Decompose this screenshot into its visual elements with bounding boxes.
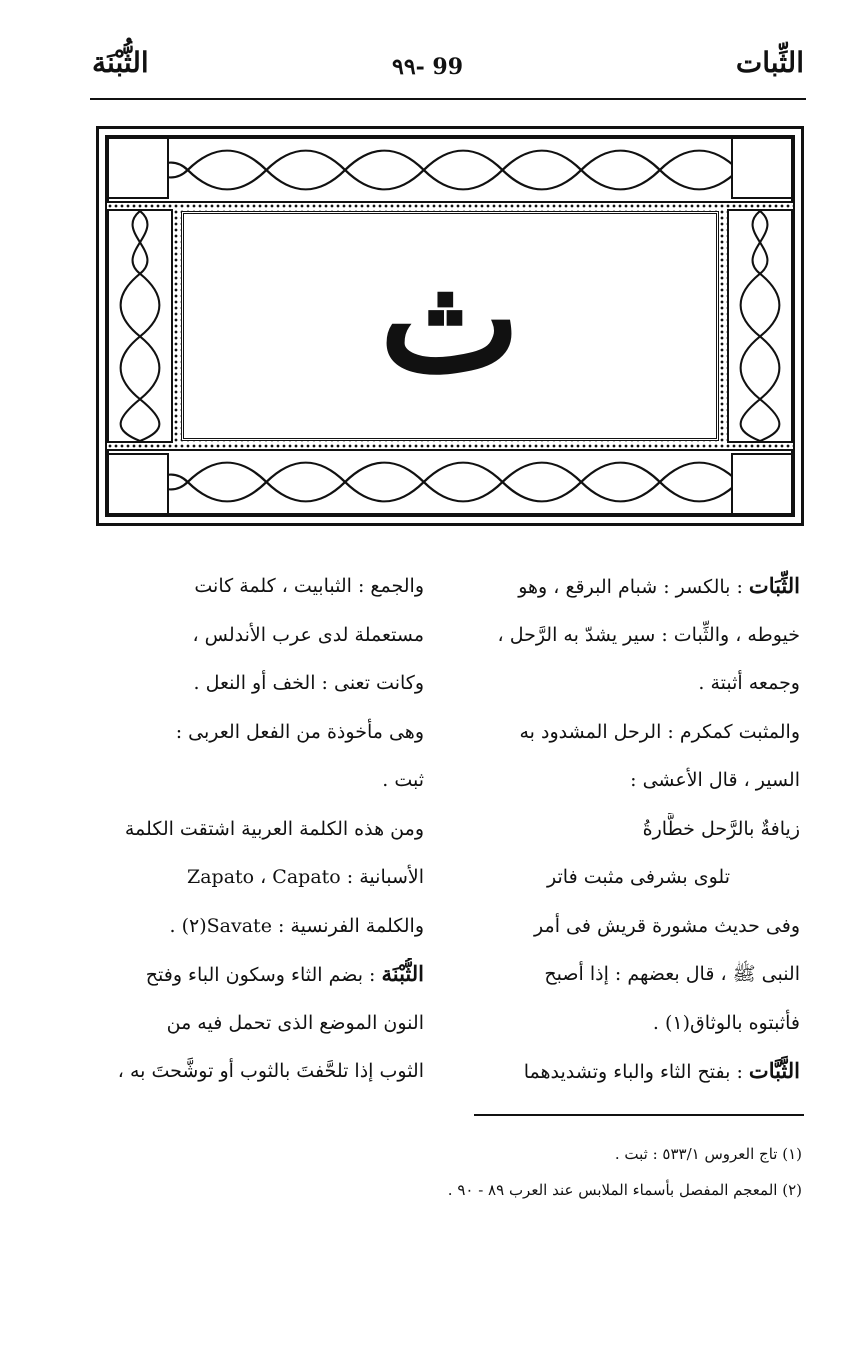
line-text: وكانت تعنى : الخف أو النعل . <box>193 672 424 694</box>
text-line <box>88 764 424 813</box>
text-line <box>448 619 800 668</box>
entry-headword: الثَّبَّات <box>748 1058 800 1083</box>
line-text: مستعملة لدى عرب الأندلس ، <box>192 623 424 646</box>
line-text: تلوى بشرفى مثبت فاتر <box>547 866 730 888</box>
ornament-corner <box>107 453 169 515</box>
line-text: خيوطه ، والثِّبات : سير يشدّ به الرَّحل ، <box>497 623 800 646</box>
entry-headword: الثُّبْنَة <box>381 961 424 986</box>
footnote: (٢) المعجم المفصل بأسماء الملابس عند العرب ٨٩ - ٩٠ . <box>447 1181 802 1199</box>
line-text: والكلمة الفرنسية : Savate(٢) . <box>169 914 424 937</box>
line-text: الثوب إذا تلحَّفتَ بالثوب أو توشَّحتَ به ، <box>117 1060 424 1082</box>
text-line <box>448 570 800 619</box>
footnotes <box>102 1136 802 1208</box>
line-text: : بضم الثاء وسكون الباء وفتح <box>145 964 382 986</box>
text-column-left <box>88 570 424 1104</box>
text-line <box>88 716 424 765</box>
text-line <box>88 910 424 959</box>
text-line <box>448 910 800 959</box>
text-line <box>88 667 424 716</box>
text-line <box>448 716 800 765</box>
section-letter: ث <box>379 231 521 407</box>
line-text: ثبت . <box>382 769 424 791</box>
text-line <box>448 861 800 910</box>
text-line <box>88 1007 424 1056</box>
ornament-band-bottom <box>107 449 793 515</box>
text-column-right <box>448 570 800 1104</box>
line-text: : بفتح الثاء والباء وتشديدهما <box>523 1061 749 1083</box>
line-text: وجمعه أثبتة . <box>698 672 800 694</box>
page-number: ٩٩- 99 <box>392 54 464 80</box>
line-text: : بالكسر : شبام البرقع ، وهو <box>518 576 749 598</box>
text-line <box>88 619 424 668</box>
text-line <box>88 861 424 910</box>
text-line <box>448 764 800 813</box>
ornament-corner <box>107 137 169 199</box>
entry-headword: الثِّبَات <box>748 573 800 598</box>
line-text: السير ، قال الأعشى : <box>630 769 800 791</box>
text-line <box>88 1055 424 1104</box>
text-line <box>448 813 800 862</box>
ornament-corner <box>731 137 793 199</box>
line-text: والمثبت كمكرم : الرحل المشدود به <box>519 720 800 743</box>
running-headword-right: الثِّبات <box>735 46 804 79</box>
line-text: النبى ﷺ ، قال بعضهم : إذا أصبح <box>544 963 800 985</box>
ornament-band-top <box>107 137 793 203</box>
line-text: الأسبانية : Zapato ، Capato <box>187 866 424 888</box>
line-text: والجمع : الثبابيت ، كلمة كانت <box>194 575 424 597</box>
text-line <box>88 958 424 1007</box>
text-line <box>448 1055 800 1104</box>
line-text: وفى حديث مشورة قريش فى أمر <box>534 914 800 937</box>
ornament-band-left <box>107 209 173 443</box>
letter-panel <box>181 211 719 441</box>
line-text: وهى مأخوذة من الفعل العربى : <box>175 720 424 743</box>
ornament-corner <box>731 453 793 515</box>
text-line <box>448 667 800 716</box>
text-line <box>88 570 424 619</box>
text-line <box>448 1007 800 1056</box>
header-rule <box>90 98 806 100</box>
line-text: ومن هذه الكلمة العربية اشتقت الكلمة <box>124 817 424 840</box>
line-text: زيافةٌ بالرَّحل خطَّارةُ <box>642 817 800 840</box>
ornamental-letter-frame <box>96 126 804 526</box>
footnote: (١) تاج العروس ٥٣٣/١ : ثبت . <box>614 1145 802 1163</box>
running-headword-left: الثُّبْنَة <box>92 46 149 79</box>
footnote-rule <box>474 1114 804 1116</box>
text-line <box>448 958 800 1007</box>
ornament-band-right <box>727 209 793 443</box>
line-text: فأثبتوه بالوثاق(١) . <box>652 1011 800 1034</box>
text-line <box>88 813 424 862</box>
page-header <box>92 44 804 96</box>
line-text: النون الموضع الذى تحمل فيه من <box>166 1011 424 1034</box>
